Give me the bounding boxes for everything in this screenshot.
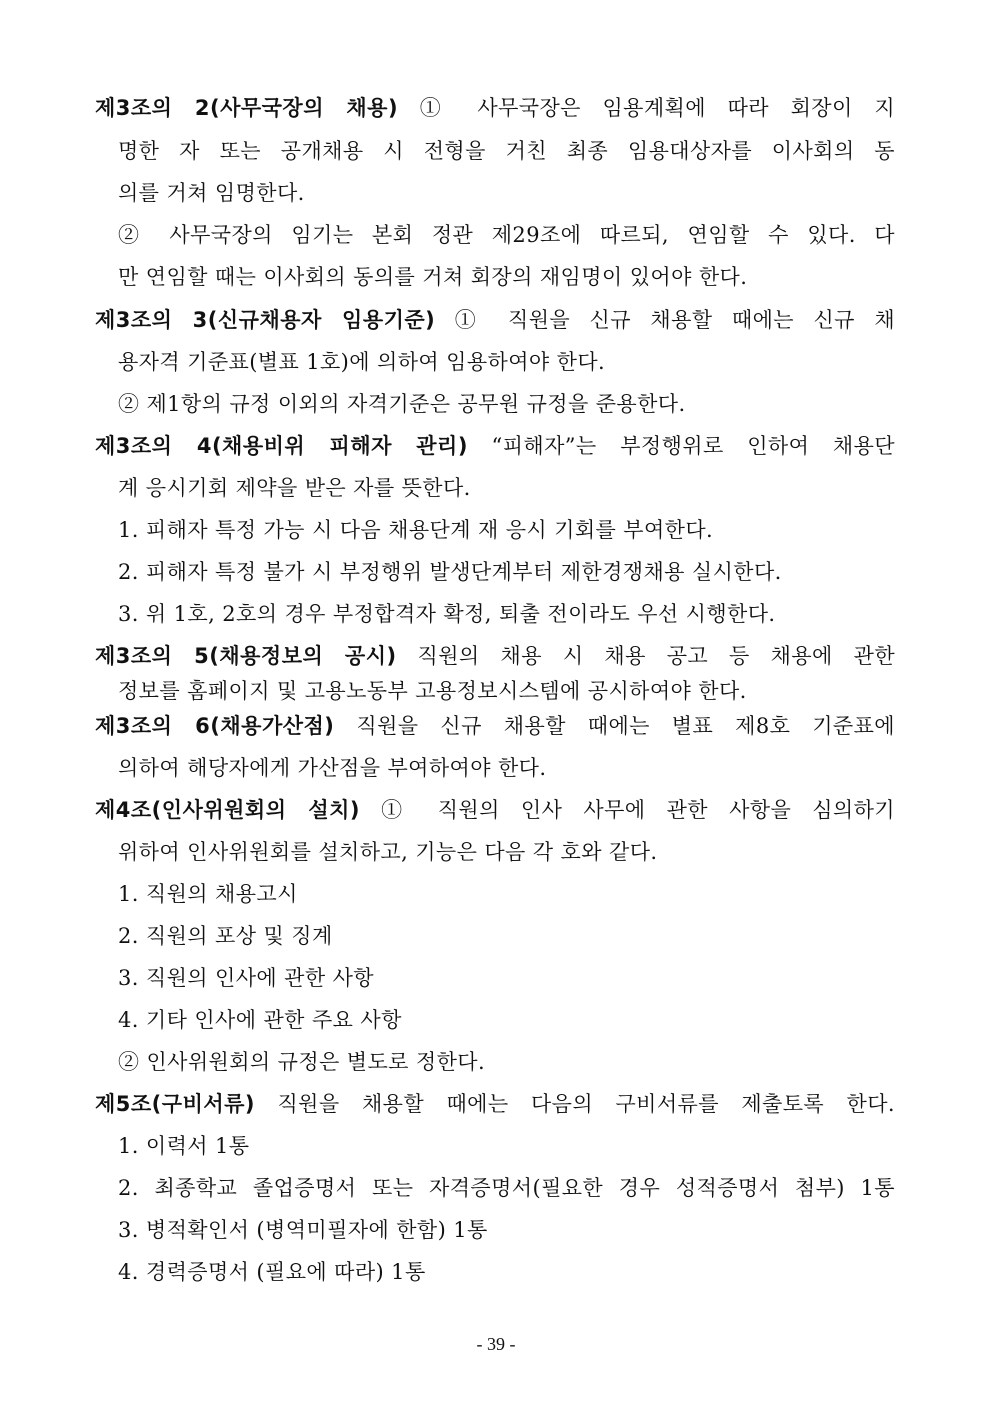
article-3-2-line-3: 의를 거쳐 임명한다. [118,181,305,205]
article-text: ① 직원을 신규 채용할 때에는 신규 채 [435,308,895,332]
article-3-3-para-2: ② 제1항의 규정 이외의 자격기준은 공무원 규정을 준용한다. [118,392,686,416]
article-text: 직원의 채용 시 채용 공고 등 채용에 관한 [396,644,895,668]
article-3-4-line-2: 계 응시기회 제약을 받은 자를 뜻한다. [118,476,471,500]
page-number: - 39 - [476,1334,516,1354]
article-4-line-1 [95,795,895,825]
list-item: 4. 경력증명서 (필요에 따라) 1통 [118,1260,426,1284]
article-text: 직원을 채용할 때에는 다음의 구비서류를 제출토록 한다. [255,1092,895,1116]
article-heading: 제3조의 5(채용정보의 공시) [95,644,397,668]
article-3-2-line-2: 명한 자 또는 공개채용 시 전형을 거친 최종 임용대상자를 이사회의 동 [118,139,895,163]
article-text: “피해자”는 부정행위로 인하여 채용단 [467,434,895,458]
article-3-2-line-1 [95,93,895,123]
list-item: 1. 피해자 특정 가능 시 다음 채용단계 재 응시 기회를 부여한다. [118,518,714,542]
list-item: 3. 병적확인서 (병역미필자에 한함) 1통 [118,1218,488,1242]
article-3-2-para-2-line-2: 만 연임할 때는 이사회의 동의를 거쳐 회장의 재임명이 있어야 한다. [118,265,748,289]
article-3-3-line-2: 용자격 기준표(별표 1호)에 의하여 임용하여야 한다. [118,350,606,374]
article-text: ① 직원의 인사 사무에 관한 사항을 심의하기 [360,798,895,822]
article-3-5-line-2: 정보를 홈페이지 및 고용노동부 고용정보시스템에 공시하여야 한다. [118,679,747,703]
list-item: 2. 최종학교 졸업증명서 또는 자격증명서(필요한 경우 성적증명서 첨부) 1통 [118,1176,895,1200]
article-heading: 제5조(구비서류) [95,1092,256,1116]
article-5-line-1 [95,1089,895,1119]
article-3-3-line-1 [95,305,895,335]
article-3-5-line-1 [95,641,895,671]
article-3-4-line-1 [95,431,895,461]
article-heading: 제3조의 4(채용비위 피해자 관리) [95,434,468,458]
list-item: 3. 직원의 인사에 관한 사항 [118,966,374,990]
article-heading: 제3조의 6(채용가산점) [95,714,335,738]
article-text: 직원을 신규 채용할 때에는 별표 제8호 기준표에 [334,714,895,738]
list-item: 3. 위 1호, 2호의 경우 부정합격자 확정, 퇴출 전이라도 우선 시행한다. [118,602,776,626]
article-heading: 제4조(인사위원회의 설치) [95,798,361,822]
article-4-line-2: 위하여 인사위원회를 설치하고, 기능은 다음 각 호와 같다. [118,840,658,864]
article-3-2-para-2-line-1: ② 사무국장의 임기는 본회 정관 제29조에 따르되, 연임할 수 있다. 다 [118,223,895,247]
article-3-6-line-1 [95,711,895,741]
article-3-6-line-2: 의하여 해당자에게 가산점을 부여하여야 한다. [118,756,547,780]
list-item: 1. 직원의 채용고시 [118,882,298,906]
article-heading: 제3조의 2(사무국장의 채용) [95,96,399,120]
article-4-para-2: ② 인사위원회의 규정은 별도로 정한다. [118,1050,486,1074]
list-item: 2. 직원의 포상 및 징계 [118,924,333,948]
list-item: 2. 피해자 특정 불가 시 부정행위 발생단계부터 제한경쟁채용 실시한다. [118,560,782,584]
list-item: 1. 이력서 1통 [118,1134,250,1158]
article-text: ① 사무국장은 임용계획에 따라 회장이 지 [398,96,895,120]
list-item: 4. 기타 인사에 관한 주요 사항 [118,1008,402,1032]
article-heading: 제3조의 3(신규채용자 임용기준) [95,308,436,332]
